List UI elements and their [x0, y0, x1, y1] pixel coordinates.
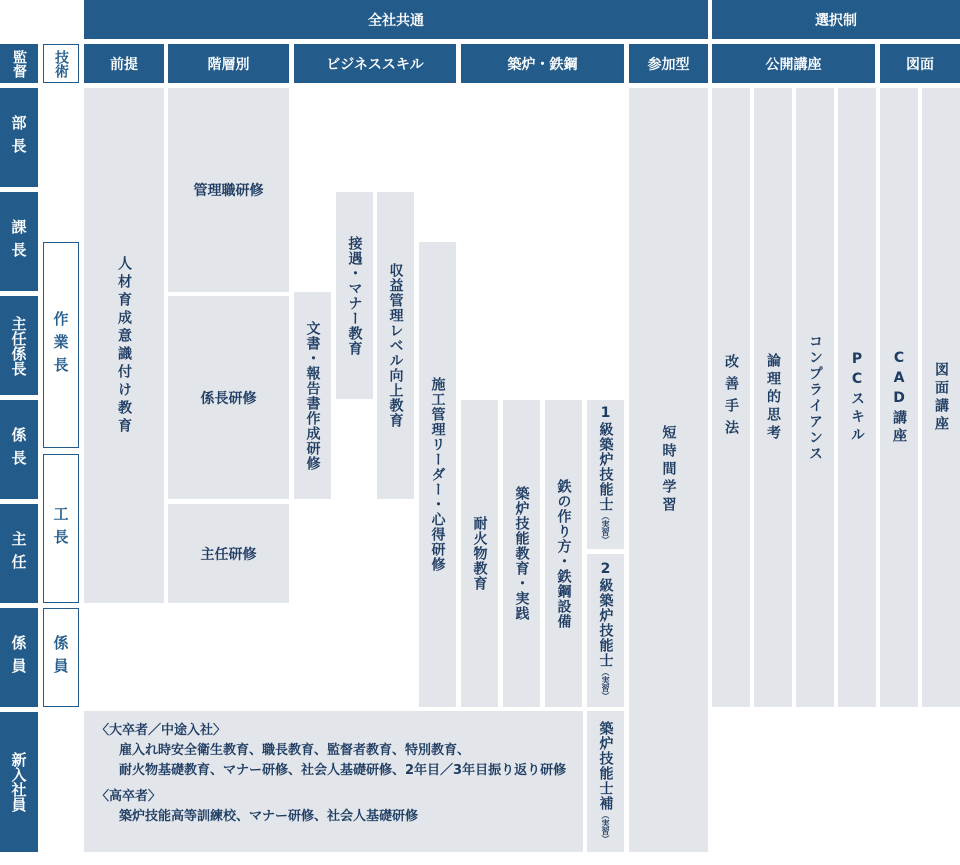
course-short-study: 短時間学習	[629, 88, 708, 852]
course-grade1-note: （実習）	[601, 512, 610, 544]
header-drawings: 図面	[880, 44, 960, 83]
course-senior-training: 主任研修	[168, 504, 289, 603]
course-compliance: コンプライアンス	[796, 88, 834, 707]
course-awareness: 人材育成意識付け教育	[84, 88, 164, 603]
header-all-company: 全社共通	[84, 0, 708, 39]
course-manager-training: 管理職研修	[168, 88, 289, 292]
hs-heading: 〈高卒者〉	[96, 789, 162, 804]
course-grade2	[587, 554, 624, 707]
course-logical-thinking: 論理的思考	[754, 88, 792, 707]
course-assistant-note: （実習）	[601, 810, 610, 843]
course-grade2-note: （実習）	[601, 668, 610, 700]
header-elective: 選択制	[712, 0, 960, 39]
header-by-level: 階層別	[168, 44, 289, 83]
course-profit-training: 収益管理レベル向上教育	[377, 192, 414, 499]
hs-line-1: 築炉技能高等訓練校、マナー研修、社会人基礎研修	[119, 809, 419, 824]
header-business-skills: ビジネススキル	[294, 44, 456, 83]
rank-shunin: 主任	[0, 504, 38, 603]
tech-rank-sagyocho: 作業長	[43, 242, 79, 448]
course-cad: CAD講座	[880, 88, 918, 707]
course-grade1-label: 1級築炉技能士	[597, 405, 614, 512]
course-construction-leader: 施工管理リーダー・心得研修	[419, 242, 456, 707]
course-refractory: 耐火物教育	[461, 400, 498, 707]
course-furnace-practice: 築炉技能教育・実践	[503, 400, 540, 707]
course-chief-training: 係長研修	[168, 296, 289, 499]
rank-kakaricho: 係長	[0, 400, 38, 499]
rank-new-employee: 新入社員	[0, 712, 38, 852]
rank-shunin-kakaricho: 主任係長	[0, 296, 38, 395]
new-employee-training	[84, 711, 583, 852]
tech-rank-kakariin: 係員	[43, 608, 79, 707]
course-drawing: 図面講座	[922, 88, 960, 707]
header-supervisor: 監督	[0, 44, 38, 83]
course-manners-training: 接遇・マナー教育	[336, 192, 373, 399]
rank-bucho: 部長	[0, 88, 38, 187]
course-kaizen: 改善手法	[712, 88, 750, 707]
tech-rank-kocho: 工長	[43, 454, 79, 603]
course-document-training: 文書・報告書作成研修	[294, 292, 331, 499]
course-grade2-label: 2級築炉技能士	[597, 561, 614, 668]
rank-kakariin: 係員	[0, 608, 38, 707]
header-public-course: 公開講座	[712, 44, 875, 83]
grad-heading: 〈大卒者／中途入社〉	[96, 723, 227, 738]
header-participation: 参加型	[629, 44, 708, 83]
course-steel-making: 鉄の作り方・鉄鋼設備	[545, 400, 582, 707]
course-pc-skill: PCスキル	[838, 88, 876, 707]
grad-line-2: 耐火物基礎教育、マナー研修、社会人基礎研修、2年目／3年目振り返り研修	[119, 763, 567, 778]
grad-line-1: 雇入れ時安全衛生教育、職長教育、監督者教育、特別教育、	[119, 743, 471, 758]
course-assistant-label: 築炉技能士補	[597, 720, 614, 811]
header-technical: 技術	[43, 44, 79, 83]
header-furnace-steel: 築炉・鉄鋼	[461, 44, 624, 83]
rank-kacho: 課長	[0, 192, 38, 291]
header-premise: 前提	[84, 44, 164, 83]
course-assistant	[587, 711, 624, 852]
course-grade1	[587, 400, 624, 549]
